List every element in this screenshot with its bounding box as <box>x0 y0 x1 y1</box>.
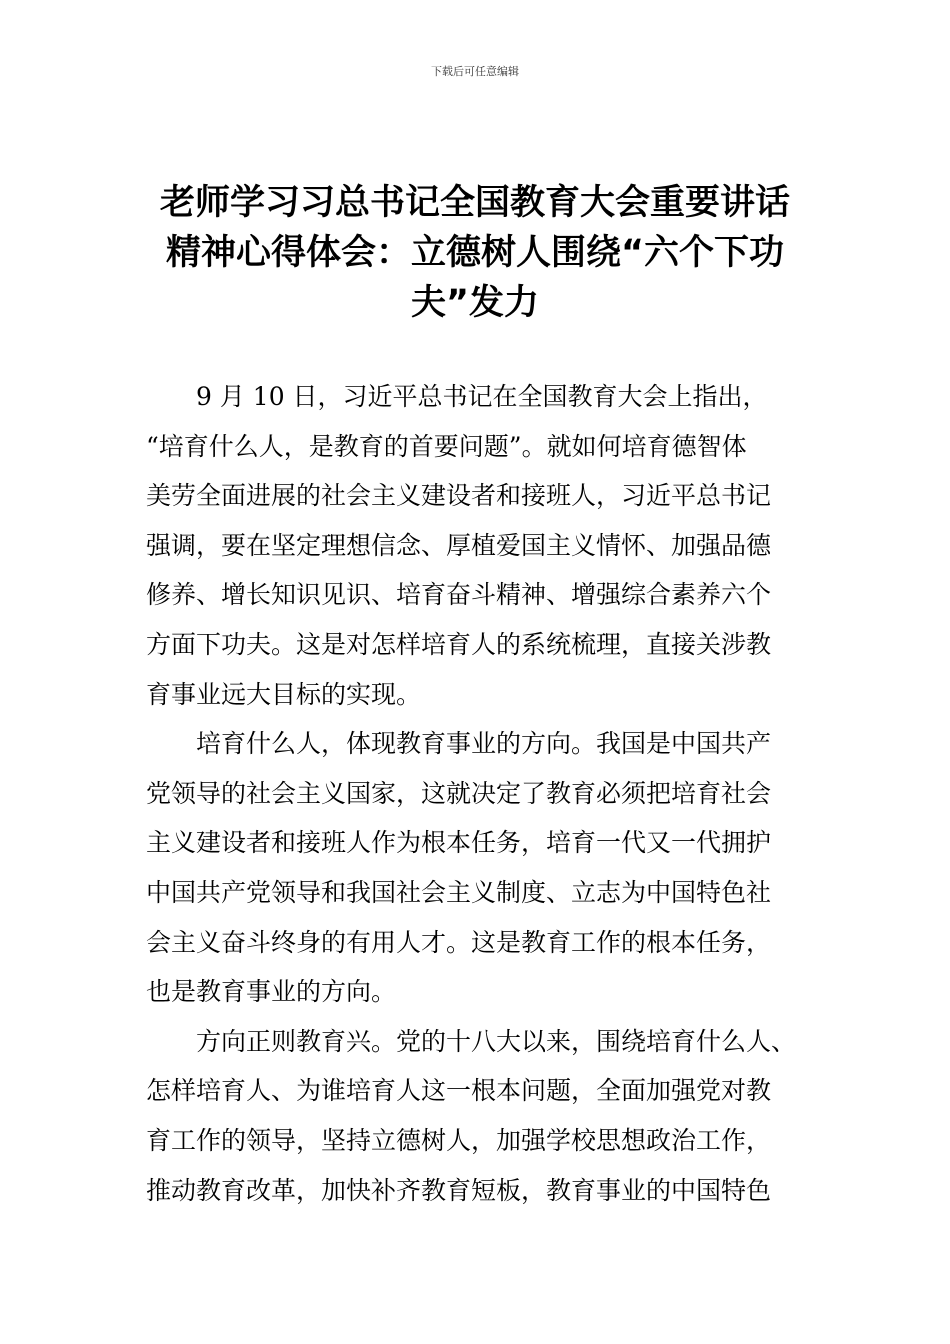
paragraph-line: 培育什么人，体现教育事业的方向。我国是中国共产 <box>196 729 772 759</box>
paragraph-line: 党领导的社会主义国家，这就决定了教育必须把培育社会 <box>146 778 772 808</box>
paragraph-line: “培育什么人，是教育的首要问题”。就如何培育德智体 <box>146 431 747 461</box>
page-header: 下载后可任意编辑 <box>431 65 519 78</box>
paragraph-line: 会主义奋斗终身的有用人才。这是教育工作的根本任务， <box>146 927 772 957</box>
paragraph-line: 育工作的领导，坚持立德树人，加强学校思想政治工作， <box>146 1125 772 1155</box>
document-body <box>146 372 826 1215</box>
paragraph-1 <box>146 372 826 719</box>
document-title <box>140 178 810 328</box>
title-line-3: 夫”发力 <box>410 283 539 323</box>
paragraph-line: 方向正则教育兴。党的十八大以来，围绕培育什么人、 <box>196 1026 797 1056</box>
title-line-1: 老师学习习总书记全国教育大会重要讲话 <box>159 183 790 223</box>
paragraph-line: 强调，要在坚定理想信念、厚植爱国主义情怀、加强品德 <box>146 530 772 560</box>
paragraph-line: 也是教育事业的方向。 <box>146 977 397 1007</box>
paragraph-3 <box>146 1017 826 1215</box>
paragraph-line: 主义建设者和接班人作为根本任务，培育一代又一代拥护 <box>146 828 772 858</box>
paragraph-line: 中国共产党领导和我国社会主义制度、立志为中国特色社 <box>146 877 772 907</box>
paragraph-2 <box>146 719 826 1017</box>
paragraph-line: 修养、增长知识见识、培育奋斗精神、增强综合素养六个 <box>146 580 772 610</box>
paragraph-line: 美劳全面进展的社会主义建设者和接班人，习近平总书记 <box>146 481 772 511</box>
title-line-2: 精神心得体会：立德树人围绕“六个下功 <box>165 233 784 273</box>
paragraph-line: 9 月 10 日，习近平总书记在全国教育大会上指出， <box>196 382 768 411</box>
paragraph-line: 推动教育改革，加快补齐教育短板，教育事业的中国特色 <box>146 1175 772 1205</box>
paragraph-line: 育事业远大目标的实现。 <box>146 679 422 709</box>
paragraph-line: 怎样培育人、为谁培育人这一根本问题，全面加强党对教 <box>146 1076 772 1106</box>
paragraph-line: 方面下功夫。这是对怎样培育人的系统梳理，直接关涉教 <box>146 629 772 659</box>
